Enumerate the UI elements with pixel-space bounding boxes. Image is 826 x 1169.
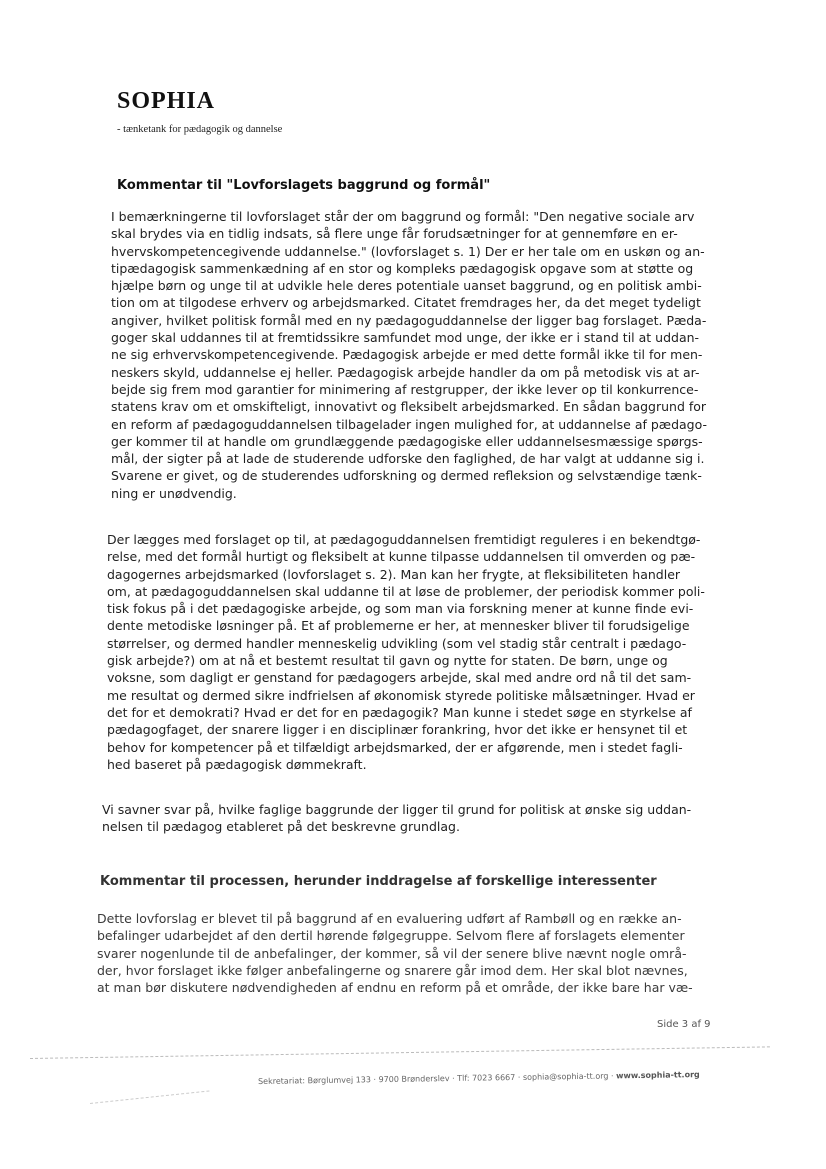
sophia-logo: SOPHIA (117, 88, 216, 114)
footer-divider (30, 1046, 770, 1059)
paragraph: Vi savner svar på, hvilke faglige baggrunde der ligger til grund for politisk at ønske sig uddan- nelsen til pædagog etableret på det beskrevne grundlag. (102, 802, 692, 835)
footer-website: www.sophia-tt.org (615, 1070, 700, 1081)
paragraph: Der lægges med forslaget op til, at pædagoguddannelsen fremtidigt reguleres i en bekendtgø- relse, med det formål hurtigt og fleksibelt at kunne tilpasse uddannelsen til omverden og pæ- dagogernes arbejdsmarked (lovforslaget s. 2). Man kan her frygte, at fleksibiliteten handler om, at pædagoguddannelsen skal uddanne til at løse de problemer, der periodisk kommer poli- tisk fokus på i det pædagogiske arbejde, og som man via forskning mener at kunne finde evi- dente metodiske løsninger på. Et af problemerne er her, at mennesker bliver til forudsigelige størrelser, og dermed handler menneskelig udvikling (som vel stadig står centralt i pædago- gisk arbejde?) om at nå et bestemt resultat til gavn og nytte for staten. De børn, unge og voksne, som dagligt er genstand for pædagogers arbejde, skal med andre ord nå til det sam- me resultat og dermed sikre indfrielsen af økonomisk styrede politiske målsætninger. Hvad er det for et demokrati? Hvad er det for en pædagogik? Man kunne i stedet søge en styrkelse af pædagogfaget, der snarere ligger i en disciplinær forankring, hvor det ikke er hensynet til et behov for kompetencer på et tilfældigt arbejdsmarked, der er afgørende, men i stedet fagli- hed baseret på pædagogisk dømmekraft. (107, 532, 705, 772)
paragraph: Dette lovforslag er blevet til på baggrund af en evaluering udført af Rambøll og en række an- befalinger udarbejdet af den dertil hørende følgegruppe. Selvom flere af forslagets elementer svarer nogenlunde til de anbefalinger, der kommer, så vil der senere blive nævnt nogle områ- der, hvor forslaget ikke følger anbefalingerne og snarere går imod dem. Her skal blot nævnes, at man bør diskutere nødvendigheden af endnu en reform på et område, der ikke bare har væ- (97, 911, 693, 996)
footer-address: Sekretariat: Børglumvej 133 · 9700 Brønderslev · Tlf: 7023 6667 · sophia@sophia-tt.org · (258, 1071, 617, 1086)
section-heading-background: Kommentar til "Lovforslagets baggrund og formål" (117, 178, 491, 193)
paragraph: I bemærkningerne til lovforslaget står der om baggrund og formål: "Den negative sociale arv skal brydes via en tidlig indsats, så flere unge får forudsætninger for at gennemføre en er- hvervskompetencegivende uddannelse." (lovforslaget s. 1) Der er her tale om en uskøn og an- tipædagogisk sammenkædning af en stor og kompleks pædagogisk opgave som at støtte og hjælpe børn og unge til at udvikle hele deres potentiale uanset baggrund, og en politisk ambi- tion om at tilgodese erhverv og arbejdsmarked. Citatet fremdrages her, da det meget tydeligt angiver, hvilket politisk formål med en ny pædagoguddannelse der ligger bag forslaget. Pæda- goger skal uddannes til at fremtidssikre samfundet mod unge, der ikke er i stand til at uddan- ne sig erhvervskompetencegivende. Pædagogisk arbejde er med dette formål ikke til for men- neskers skyld, uddannelse ej heller. Pædagogisk arbejde handler da om på metodisk vis at ar- bejde sig frem mod garantier for minimering af restgrupper, der ikke lever op til konkurrence- statens krav om et omskifteligt, innovativt og fleksibelt arbejdsmarked. En sådan baggrund for en reform af pædagoguddannelsen tilbagelader ingen mulighed for, at uddannelse af pædago- ger kommer til at handle om grundlæggende pædagogiske eller uddannelsesmæssige spørgs- mål, der sigter på at lade de studerende udforske den faglighed, de har valgt at uddanne sig i. Svarene er givet, og de studerendes udforskning og dermed refleksion og selvstændige tænk- ning er unødvendig. (111, 209, 707, 501)
scan-artifact-line (90, 1090, 209, 1104)
section-heading-process: Kommentar til processen, herunder inddragelse af forskellige interessenter (100, 874, 657, 889)
tagline: - tænketank for pædagogik og dannelse (117, 124, 283, 135)
page-number: Side 3 af 9 (657, 1019, 711, 1030)
footer (258, 1070, 700, 1086)
